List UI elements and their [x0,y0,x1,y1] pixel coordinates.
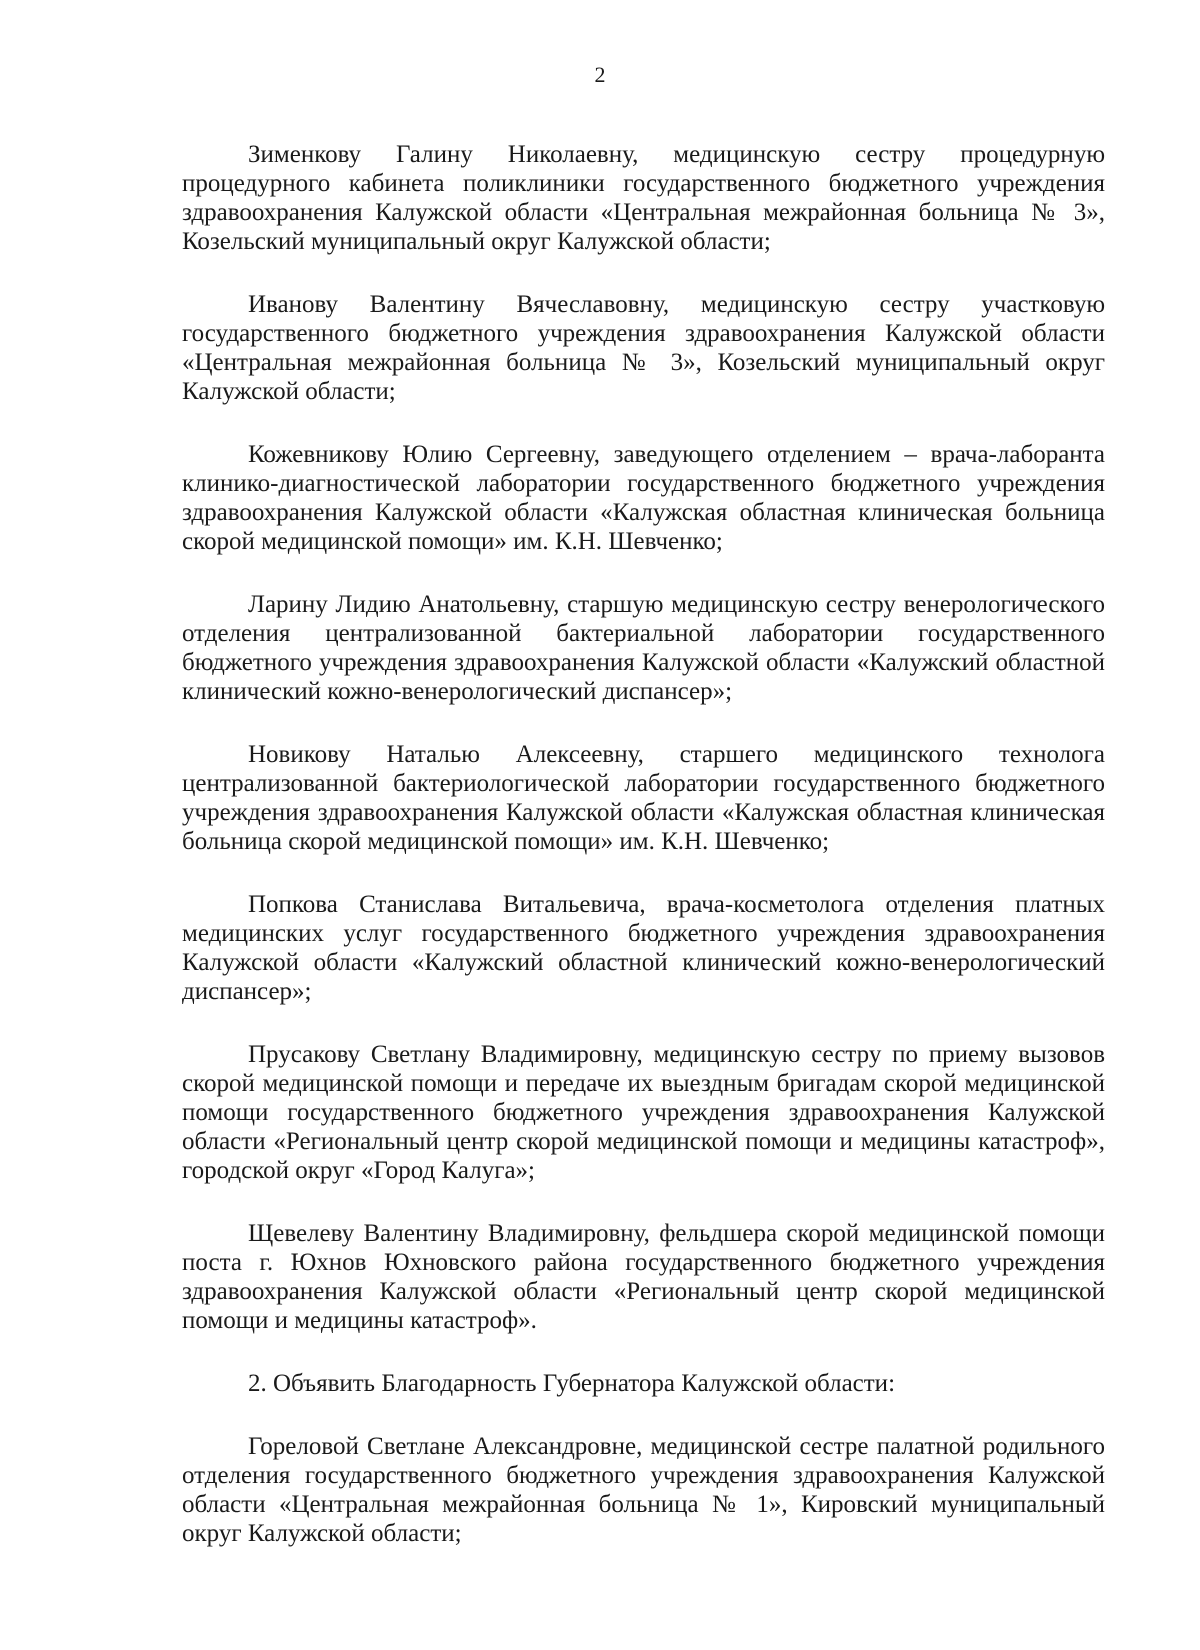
page-number: 2 [594,62,606,87]
paragraph-shcheveleva: Щевелеву Валентину Владимировну, фельдшера скорой медицинской помощи поста г. Юхнов Юхновского района государственного бюджетного учреждения здравоохранения Калужской области «Региональный центр скорой медицинской помощи и медицины катастроф». [182,1220,1105,1334]
paragraph-prusakova: Прусакову Светлану Владимировну, медицинскую сестру по приему вызовов скорой медицинской помощи и передаче их выездным бригадам скорой медицинской помощи государственного бюджетного учреждения здравоохранения Калужской области «Региональный центр скорой медицинской помощи и медицины катастроф», городской округ «Город Калуга»; [182,1041,1105,1184]
paragraph-larina: Ларину Лидию Анатольевну, старшую медицинскую сестру венерологического отделения централизованной бактериальной лаборатории государственного бюджетного учреждения здравоохранения Калужской области «Калужский областной клинический кожно-венерологический диспансер»; [182,591,1105,705]
section-heading-gratitude: 2. Объявить Благодарность Губернатора Калужской области: [248,1370,896,1397]
paragraph-novikova: Новикову Наталью Алексеевну, старшего медицинского технолога централизованной бактериологической лаборатории государственного бюджетного учреждения здравоохранения Калужской области «Калужская областная клиническая больница скорой медицинской помощи» им. К.Н. Шевченко; [182,741,1105,855]
document-body [182,140,1105,1582]
paragraph-popkov: Попкова Станислава Витальевича, врача-косметолога отделения платных медицинских услуг государственного бюджетного учреждения здравоохранения Калужской области «Калужский областной клинический кожно-венерологический диспансер»; [182,891,1105,1005]
paragraph-gorelova: Гореловой Светлане Александровне, медицинской сестре палатной родильного отделения государственного бюджетного учреждения здравоохранения Калужской области «Центральная межрайонная больница № 1», Кировский муниципальный округ Калужской области; [182,1433,1105,1547]
paragraph-ivanova: Иванову Валентину Вячеславовну, медицинскую сестру участковую государственного бюджетного учреждения здравоохранения Калужской области «Центральная межрайонная больница № 3», Козельский муниципальный округ Калужской области; [182,291,1105,405]
paragraph-kozhevnikova: Кожевникову Юлию Сергеевну, заведующего отделением – врача-лаборанта клинико-диагностической лаборатории государственного бюджетного учреждения здравоохранения Калужской области «Калужская областная клиническая больница скорой медицинской помощи» им. К.Н. Шевченко; [182,441,1105,555]
paragraph-zimenkova: Зименкову Галину Николаевну, медицинскую сестру процедурную процедурного кабинета поликлиники государственного бюджетного учреждения здравоохранения Калужской области «Центральная межрайонная больница № 3», Козельский муниципальный округ Калужской области; [182,141,1105,255]
